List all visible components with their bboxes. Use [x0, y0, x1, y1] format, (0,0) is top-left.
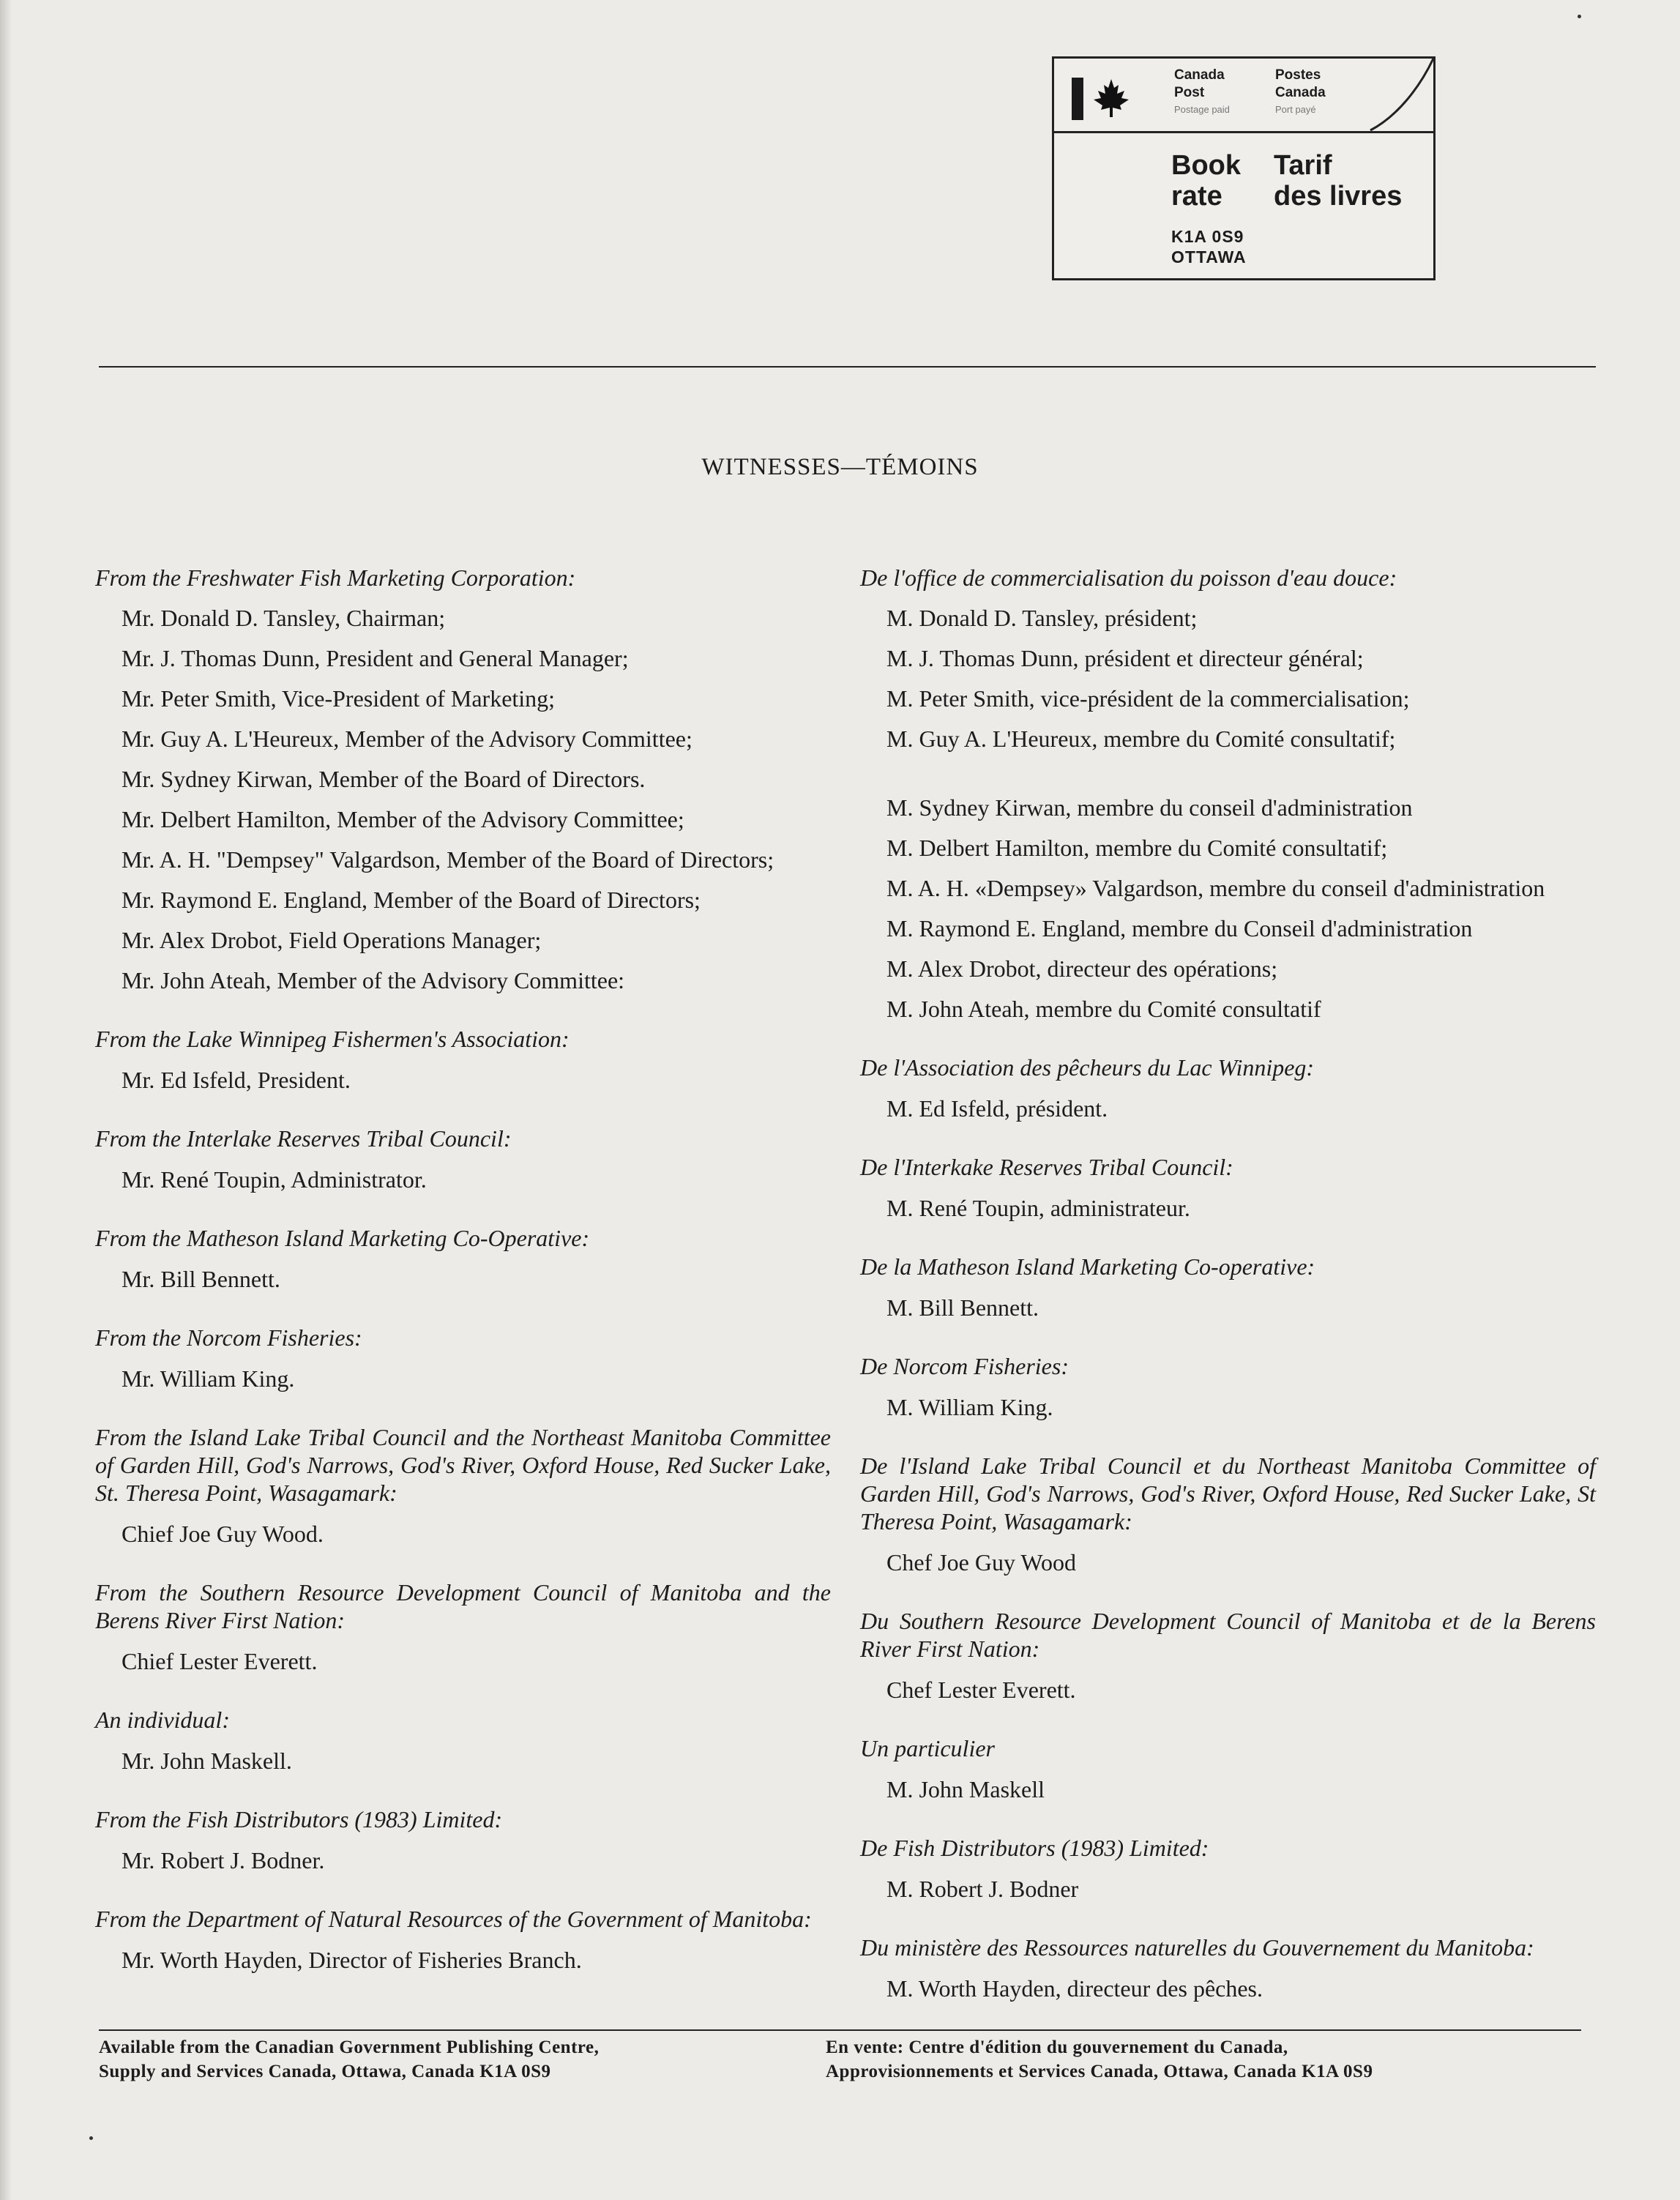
witness-name: Mr. Worth Hayden, Director of Fisheries Branch. [122, 1947, 582, 1973]
witness-name: M. J. Thomas Dunn, président et directeur général; [886, 645, 1364, 671]
witness-name: Chief Lester Everett. [122, 1648, 318, 1674]
english-witness-list [95, 564, 831, 1974]
witness-name: Mr. Peter Smith, Vice-President of Marketing; [122, 685, 556, 712]
french-witness-list [860, 564, 1596, 2002]
org-heading: De l'Association des pêcheurs du Lac Winnipeg: [860, 1054, 1315, 1081]
org-heading: From the Lake Winnipeg Fishermen's Association: [95, 1026, 570, 1052]
org-heading: From the Department of Natural Resources of the Government of Manitoba: [95, 1906, 812, 1932]
witness-name: M. William King. [886, 1394, 1053, 1420]
tarif-label: Tarif [1274, 150, 1332, 181]
witness-name: Mr. A. H. "Dempsey" Valgardson, Member of the Board of Directors; [122, 846, 774, 873]
post-label: Post [1174, 85, 1205, 100]
book-label: Book [1171, 150, 1241, 181]
witness-name: Mr. Ed Isfeld, President. [122, 1067, 351, 1093]
postage-indicia [1052, 56, 1436, 280]
witness-name: Mr. Bill Bennett. [122, 1266, 280, 1292]
witness-name: Mr. Robert J. Bodner. [122, 1847, 325, 1873]
des-livres-label: des livres [1274, 181, 1403, 212]
witness-name: Mr. Guy A. L'Heureux, Member of the Advisory Committee; [122, 726, 692, 752]
witness-name: Mr. Donald D. Tansley, Chairman; [122, 605, 446, 631]
witness-name: M. Sydney Kirwan, membre du conseil d'administration [886, 794, 1413, 821]
org-heading: De la Matheson Island Marketing Co-operative: [860, 1253, 1315, 1280]
english-footer [99, 2035, 599, 2084]
org-heading: Un particulier [860, 1735, 995, 1761]
org-heading: Du ministère des Ressources naturelles du Gouvernement du Manitoba: [860, 1934, 1534, 1961]
witness-name: Mr. Raymond E. England, Member of the Board of Directors; [122, 887, 701, 913]
page-title: WITNESSES—TÉMOINS [701, 454, 979, 480]
witness-name: M. Donald D. Tansley, président; [886, 605, 1198, 631]
witness-name: M. Guy A. L'Heureux, membre du Comité consultatif; [886, 726, 1396, 752]
witness-name: M. John Maskell [886, 1776, 1045, 1802]
witness-name: M. Alex Drobot, directeur des opérations; [886, 955, 1278, 982]
witness-name: Mr. J. Thomas Dunn, President and General Manager; [122, 645, 629, 671]
witness-name: Mr. Alex Drobot, Field Operations Manager; [122, 927, 542, 953]
page-edge-shadow [0, 0, 12, 2200]
port-paye-label: Port payé [1275, 104, 1316, 115]
org-heading: De l'Interkake Reserves Tribal Council: [860, 1154, 1233, 1180]
org-heading: From the Island Lake Tribal Council and the Northeast Manitoba Committee of Garden Hill, God's Narrows, God's River, Oxford House, Red Sucker Lake, St. Theresa Point, Wasagamark: [95, 1424, 831, 1506]
witness-name: Chef Lester Everett. [886, 1677, 1076, 1703]
rate-label: rate [1171, 181, 1222, 212]
org-heading: From the Norcom Fisheries: [95, 1324, 362, 1351]
scan-speck [89, 2136, 93, 2140]
witness-name: Mr. René Toupin, Administrator. [122, 1166, 427, 1193]
footer-line: Approvisionnements et Services Canada, Ottawa, Canada K1A 0S9 [826, 2062, 1373, 2081]
org-heading: From the Fish Distributors (1983) Limited: [95, 1806, 503, 1832]
witness-name: M. Raymond E. England, membre du Conseil d'administration [886, 915, 1473, 941]
postal-code: K1A 0S9 [1171, 227, 1244, 246]
org-heading: From the Southern Resource Development Council of Manitoba and the Berens River First Nation: [95, 1579, 831, 1633]
footer-line: Available from the Canadian Government Publishing Centre, [99, 2037, 600, 2057]
org-heading: De Fish Distributors (1983) Limited: [860, 1835, 1209, 1861]
witness-name: Mr. John Ateah, Member of the Advisory Committee: [122, 967, 625, 993]
postal-city: OTTAWA [1171, 247, 1247, 266]
witness-name: Mr. John Maskell. [122, 1748, 292, 1774]
witness-name: M. A. H. «Dempsey» Valgardson, membre du conseil d'administration [886, 875, 1545, 901]
org-heading: Du Southern Resource Development Council of Manitoba et de la Berens River First Nation: [860, 1608, 1596, 1662]
org-heading: De l'Island Lake Tribal Council et du Northeast Manitoba Committee of Garden Hill, God's Narrows, God's River, Oxford House, Red Sucker Lake, St Theresa Point, Wasagamark: [860, 1453, 1596, 1535]
witness-name: Mr. William King. [122, 1365, 295, 1392]
witness-name: Mr. Delbert Hamilton, Member of the Advisory Committee; [122, 806, 684, 832]
maple-leaf-icon [1089, 76, 1133, 120]
postes-canada-label: Canada [1275, 85, 1326, 100]
postage-paid-label: Postage paid [1174, 104, 1230, 115]
footer-line: Supply and Services Canada, Ottawa, Canada K1A 0S9 [99, 2062, 551, 2081]
witness-name: M. Robert J. Bodner [886, 1876, 1079, 1902]
top-rule [99, 366, 1596, 368]
witness-name: Chef Joe Guy Wood [886, 1549, 1077, 1576]
scan-speck [1578, 15, 1581, 18]
org-heading: De l'office de commercialisation du poisson d'eau douce: [860, 564, 1397, 591]
french-footer [826, 2035, 1373, 2084]
org-heading: De Norcom Fisheries: [860, 1353, 1069, 1379]
witness-name: M. René Toupin, administrateur. [886, 1195, 1190, 1221]
witness-name: M. Worth Hayden, directeur des pêches. [886, 1975, 1263, 2002]
postage-bar [1072, 78, 1083, 120]
org-heading: From the Interlake Reserves Tribal Council: [95, 1125, 512, 1152]
witness-name: M. Peter Smith, vice-président de la commercialisation; [886, 685, 1410, 712]
bottom-rule [99, 2029, 1581, 2031]
witness-name: Mr. Sydney Kirwan, Member of the Board of Directors. [122, 766, 646, 792]
footer-line: En vente: Centre d'édition du gouvernement du Canada, [826, 2037, 1288, 2057]
witness-name: Chief Joe Guy Wood. [122, 1521, 324, 1547]
witness-name: M. John Ateah, membre du Comité consultatif [886, 996, 1321, 1022]
indicia-corner-line [1369, 57, 1435, 132]
witness-name: M. Ed Isfeld, président. [886, 1095, 1108, 1122]
org-heading: An individual: [95, 1707, 230, 1733]
witness-name: M. Delbert Hamilton, membre du Comité consultatif; [886, 835, 1388, 861]
canada-post-label: Canada [1174, 67, 1225, 83]
witness-name: M. Bill Bennett. [886, 1294, 1039, 1321]
postes-label: Postes [1275, 67, 1321, 83]
indicia-divider [1054, 131, 1433, 133]
org-heading: From the Freshwater Fish Marketing Corporation: [95, 564, 576, 591]
org-heading: From the Matheson Island Marketing Co-Operative: [95, 1225, 590, 1251]
